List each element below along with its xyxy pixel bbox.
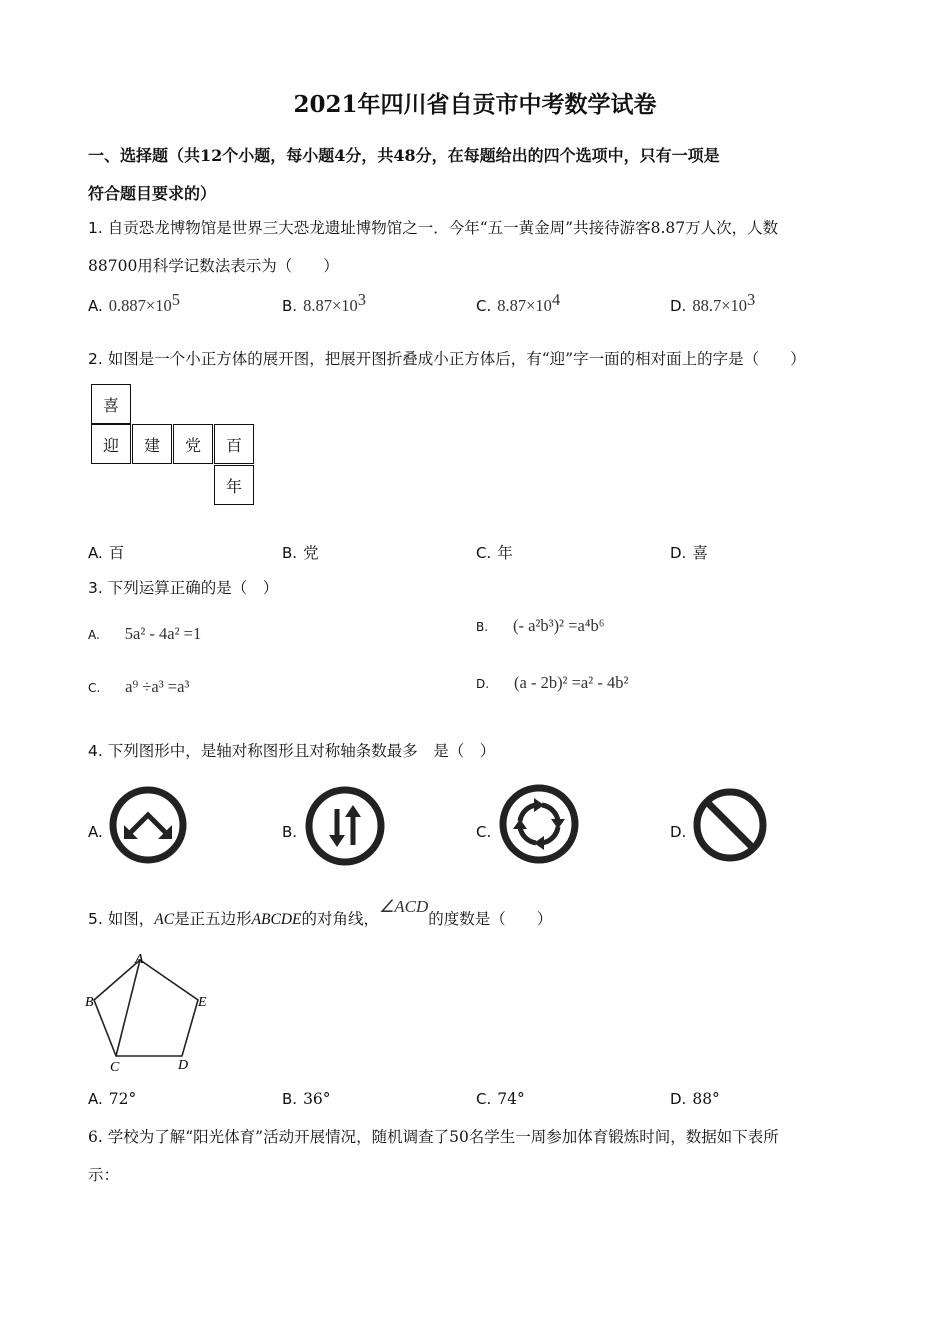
q4-option-b-label[interactable]: B. [282,823,298,841]
q3-text: 下列运算正确的是（ ） [107,579,279,597]
q5-number: 5. [88,910,103,928]
q4-option-c-label[interactable]: C. [476,823,492,841]
pentagon-figure [80,945,220,1075]
q5-option-c[interactable]: C. 74° [476,1090,525,1108]
q1-option-b[interactable]: B. $8.87\times 10^3$ [282,290,366,316]
net-cell-jian: 建 [132,424,172,464]
q1-option-a[interactable]: A. $0.887\times 10^5$ [88,290,180,316]
q5-option-d[interactable]: D. 88° [670,1090,720,1108]
q2-line [88,347,806,369]
section-header-line1: 一、选择题（共12个小题，每小题4分，共48分，在每题给出的四个选项中，只有一项是 [88,146,720,165]
q1-option-c[interactable]: C. $8.87\times 10^4$ [476,290,561,316]
prohibition-sign-icon[interactable] [692,787,768,863]
q4-option-a-label[interactable]: A. [88,823,103,841]
q6-number: 6. [88,1128,103,1146]
q3-option-c[interactable]: C. a⁹ ÷a³ =a³ [88,677,190,696]
vertex-label-e: E [198,995,207,1010]
q3-option-d[interactable]: D. (a - 2b)² =a² - 4b² [476,673,629,692]
section-header-line2: 符合题目要求的） [88,184,217,203]
vertex-label-c: C [110,1060,120,1075]
q4-number: 4. [88,742,103,760]
diverging-arrows-sign-icon[interactable] [108,785,188,865]
q2-option-c[interactable]: C. 年 [476,544,513,562]
q6-text-line2: 示： [88,1166,120,1184]
net-cell-dang: 党 [173,424,213,464]
q4-text: 下列图形中，是轴对称图形且对称轴条数最多 是（ ） [107,742,496,760]
q6-line1 [88,1125,779,1147]
net-cell-xi: 喜 [91,384,131,424]
q4-option-d-label[interactable]: D. [670,823,687,841]
vertex-label-b: B [85,995,94,1010]
q5-angle: ∠ACD [379,897,429,916]
page-title: 2021年四川省自贡市中考数学试卷 [293,91,657,118]
vertex-label-a: A [135,952,144,967]
q3-option-b[interactable]: B. (- a²b³)² =a⁴b⁶ [476,616,605,635]
q5-pentagon-name: ABCDE [251,911,302,928]
q2-option-d[interactable]: D. 喜 [670,544,708,562]
q5-option-b[interactable]: B. 36° [282,1090,331,1108]
q1-option-d[interactable]: D. $88.7\times 10^3$ [670,290,756,316]
q5-diagonal-ac: AC [154,911,175,928]
q6-text-line1: 学校为了解“阳光体育”活动开展情况，随机调查了50名学生一周参加体育锻炼时间，数据如下表所 [107,1128,779,1146]
q1-text-line1: 自贡恐龙博物馆是世界三大恐龙遗址博物馆之一．今年“五一黄金周”共接待游客8.87万人次，人数 [107,219,779,237]
q1-text-line2: 88700用科学记数法表示为（ ） [88,257,339,275]
net-cell-nian: 年 [214,465,254,505]
q3-line [88,576,278,598]
q2-number: 2. [88,350,103,368]
roundabout-sign-icon[interactable] [498,783,580,865]
q2-text: 如图是一个小正方体的展开图，把展开图折叠成小正方体后，有“迎”字一面的相对面上的字是（ ） [107,350,806,368]
net-cell-ying: 迎 [91,424,131,464]
net-cell-bai: 百 [214,424,254,464]
vertex-label-d: D [178,1058,189,1073]
q5-option-a[interactable]: A. 72° [88,1090,137,1108]
q3-number: 3. [88,579,103,597]
q2-option-b[interactable]: B. 党 [282,544,319,562]
q1-line1 [88,216,778,238]
q3-option-a[interactable]: A. 5a² - 4a² =1 [88,624,202,643]
q5-line: 5. 如图，AC是正五边形ABCDE的对角线，∠ACD的度数是（ ） [88,897,553,928]
q1-number: 1. [88,219,103,237]
q4-line [88,739,495,761]
q2-option-a[interactable]: A. 百 [88,544,125,562]
two-way-traffic-sign-icon[interactable] [304,785,386,867]
